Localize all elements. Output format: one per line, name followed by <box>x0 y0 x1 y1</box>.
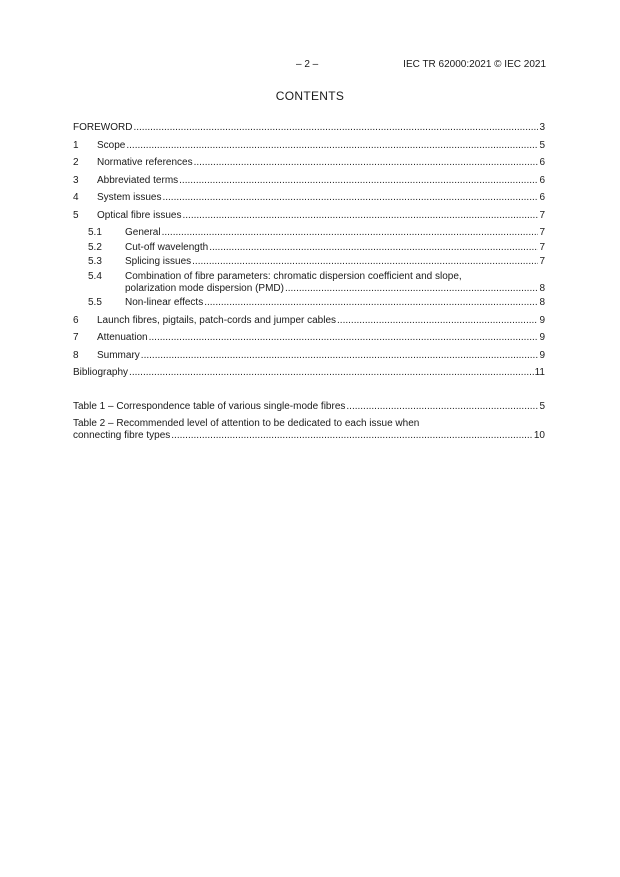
table-page-number: 10 <box>533 430 545 441</box>
toc-page-number: 7 <box>539 209 545 221</box>
toc-page-number: 6 <box>539 174 545 186</box>
toc-label: Non-linear effects <box>125 297 204 308</box>
toc-entry-non-linear-effects[interactable] <box>73 297 545 309</box>
toc-label: Normative references <box>97 157 193 168</box>
dot-leader <box>192 256 538 268</box>
dot-leader <box>194 157 539 169</box>
toc-entry-combination-of-fibre-parameters[interactable] <box>73 271 545 295</box>
toc-page-number: 6 <box>539 192 545 203</box>
page-number: – 2 – <box>296 59 319 70</box>
toc-page-number: 9 <box>539 332 545 343</box>
toc-label: Attenuation <box>97 332 148 343</box>
toc-page-number: 7 <box>539 241 545 253</box>
toc-entry-launch-fibres[interactable] <box>73 315 545 327</box>
toc-entry-abbreviated-terms[interactable] <box>73 175 545 187</box>
toc-page-number: 9 <box>539 349 545 361</box>
toc-label: General <box>125 227 161 238</box>
toc-number: 5.4 <box>88 270 102 282</box>
toc-label: Bibliography <box>73 367 129 378</box>
document-reference: IEC TR 62000:2021 © IEC 2021 <box>403 59 546 70</box>
dot-leader <box>209 242 538 254</box>
toc-entry-cut-off-wavelength[interactable] <box>73 242 545 254</box>
toc-entry-splicing-issues[interactable] <box>73 256 545 268</box>
toc-page-number: 7 <box>539 256 545 267</box>
toc-number: 8 <box>73 349 79 361</box>
dot-leader <box>337 315 538 327</box>
toc-number: 3 <box>73 174 79 186</box>
toc-page-number: 6 <box>539 157 545 168</box>
toc-label: Cut-off wavelength <box>125 241 209 253</box>
dot-leader <box>346 401 538 413</box>
dot-leader <box>133 122 538 134</box>
toc-label-line2: polarization mode dispersion (PMD) <box>125 282 284 294</box>
dot-leader <box>129 367 534 379</box>
toc-entry-normative-references[interactable] <box>73 157 545 169</box>
toc-number: 6 <box>73 314 79 326</box>
table-entry-2[interactable] <box>73 418 545 442</box>
dot-leader <box>171 430 533 442</box>
toc-label: Optical fibre issues <box>97 209 182 221</box>
dot-leader <box>204 297 538 309</box>
toc-page-number: 8 <box>539 282 545 294</box>
toc-label: Summary <box>97 349 140 361</box>
toc-page-number: 11 <box>534 367 545 378</box>
toc-entry-bibliography[interactable] <box>73 367 545 379</box>
toc-entry-foreword[interactable] <box>73 122 545 134</box>
toc-number: 1 <box>73 139 79 151</box>
toc-page-number: 8 <box>539 297 545 308</box>
dot-leader <box>149 332 539 344</box>
toc-page-number: 5 <box>539 139 545 151</box>
toc-label: Splicing issues <box>125 256 192 267</box>
toc-page-number: 3 <box>539 122 545 133</box>
toc-entry-general[interactable] <box>73 227 545 239</box>
toc-label: FOREWORD <box>73 122 133 133</box>
toc-entry-attenuation[interactable] <box>73 332 545 344</box>
toc-entry-scope[interactable] <box>73 140 545 152</box>
toc-label: Launch fibres, pigtails, patch-cords and jumper cables <box>97 314 337 326</box>
table-of-contents <box>73 122 545 385</box>
dot-leader <box>141 350 539 362</box>
table-label: Table 1 – Correspondence table of various single-mode fibres <box>73 401 346 412</box>
dot-leader <box>162 192 538 204</box>
toc-number: 4 <box>73 192 79 203</box>
page-header <box>0 59 620 73</box>
toc-label: System issues <box>97 192 162 203</box>
toc-number: 5.5 <box>88 297 102 308</box>
table-label-line1: Table 2 – Recommended level of attention to be dedicated to each issue when <box>73 418 420 429</box>
toc-page-number: 7 <box>539 227 545 238</box>
table-page-number: 5 <box>539 401 545 412</box>
toc-label: Abbreviated terms <box>97 174 179 186</box>
toc-label: Scope <box>97 139 126 151</box>
toc-number: 2 <box>73 157 79 168</box>
dot-leader <box>182 210 538 222</box>
toc-number: 5.1 <box>88 227 102 238</box>
dot-leader <box>126 140 538 152</box>
dot-leader <box>179 175 538 187</box>
toc-entry-summary[interactable] <box>73 350 545 362</box>
contents-title: CONTENTS <box>275 89 345 103</box>
table-entry-1[interactable] <box>73 401 545 413</box>
toc-number: 5.3 <box>88 256 102 267</box>
list-of-tables <box>73 401 545 447</box>
toc-entry-optical-fibre-issues[interactable] <box>73 210 545 222</box>
toc-number: 5.2 <box>88 241 102 253</box>
toc-number: 5 <box>73 209 79 221</box>
toc-entry-system-issues[interactable] <box>73 192 545 204</box>
table-label-line2: connecting fibre types <box>73 430 171 441</box>
toc-label-line1: Combination of fibre parameters: chromatic dispersion coefficient and slope, <box>125 270 462 282</box>
toc-page-number: 9 <box>539 314 545 326</box>
dot-leader <box>162 227 539 239</box>
toc-number: 7 <box>73 332 79 343</box>
dot-leader <box>285 283 538 295</box>
